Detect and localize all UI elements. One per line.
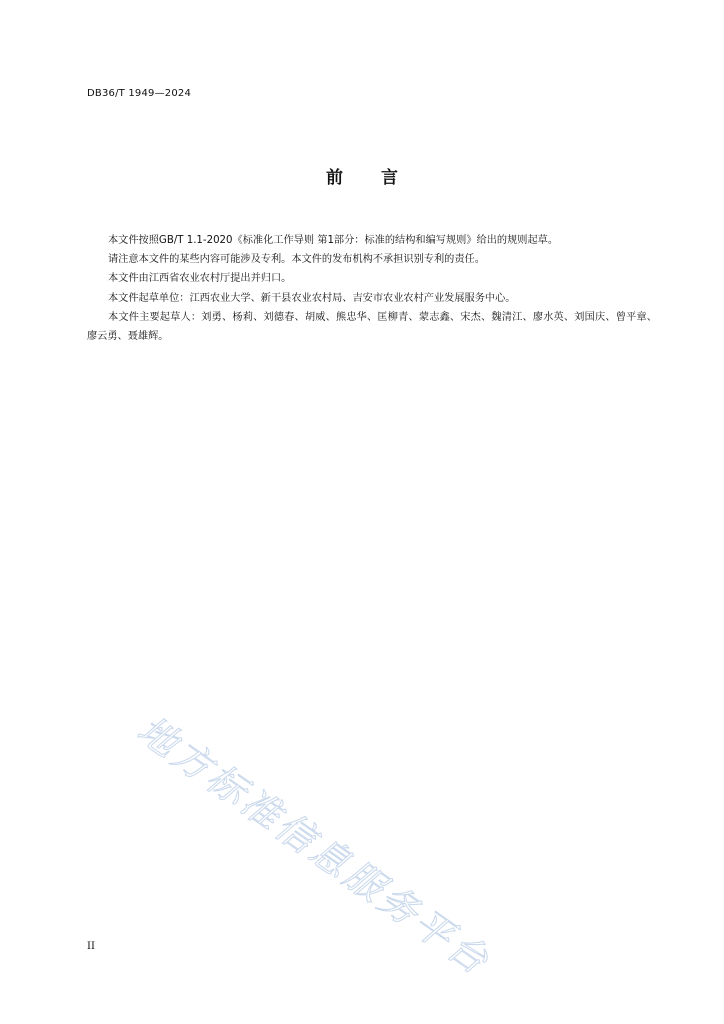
page-title: 前言 xyxy=(326,168,436,188)
paragraph-drafters: 本文件主要起草人：刘勇、杨莉、刘德春、胡威、熊忠华、匡柳青、蒙志鑫、宋杰、魏清江、廖水英、刘国庆、曾平章、廖云勇、聂雄辉。 xyxy=(87,311,657,343)
paragraph-drafting-rules: 本文件按照GB/T 1.1-2020《标准化工作导则 第1部分：标准的结构和编写规则》给出的规则起草。 xyxy=(108,235,559,246)
document-code: DB36/T 1949—2024 xyxy=(87,88,192,99)
watermark: 地方标准信息服务平台 xyxy=(129,707,499,985)
paragraph-drafting-units: 本文件起草单位：江西农业大学、新干县农业农村局、吉安市农业农村产业发展服务中心。 xyxy=(108,292,516,304)
foreword-body xyxy=(87,231,657,346)
paragraph-proposer: 本文件由江西省农业农村厅提出并归口。 xyxy=(108,273,292,285)
paragraph-patent-notice: 请注意本文件的某些内容可能涉及专利。本文件的发布机构不承担识别专利的责任。 xyxy=(108,254,485,266)
page-number: II xyxy=(87,941,95,952)
